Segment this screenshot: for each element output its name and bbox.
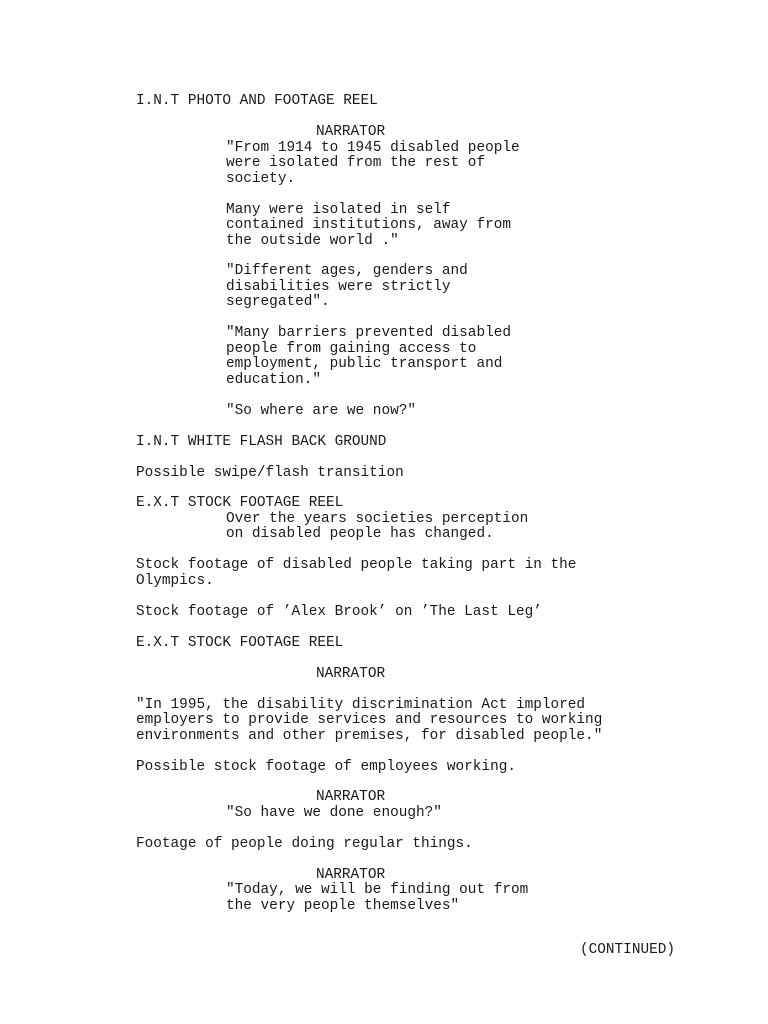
action-line: Olympics. <box>136 573 214 589</box>
action-line: "In 1995, the disability discrimination Act implored <box>136 697 586 713</box>
character-name: NARRATOR <box>316 666 386 682</box>
action-line: Possible swipe/flash transition <box>136 465 404 481</box>
dialogue-line: "Different ages, genders and <box>226 263 468 279</box>
dialogue-line: Over the years societies perception <box>226 511 529 527</box>
character-name: NARRATOR <box>316 867 386 883</box>
dialogue-line: employment, public transport and <box>226 356 503 372</box>
scene-heading: E.X.T STOCK FOOTAGE REEL <box>136 635 344 651</box>
character-name: NARRATOR <box>316 789 386 805</box>
scene-heading: I.N.T PHOTO AND FOOTAGE REEL <box>136 93 378 109</box>
character-name: NARRATOR <box>316 124 386 140</box>
action-line: employers to provide services and resources to working <box>136 712 603 728</box>
dialogue-line: "So have we done enough?" <box>226 805 442 821</box>
action-line: Stock footage of ’Alex Brook’ on ’The Last Leg’ <box>136 604 542 620</box>
dialogue-line: "From 1914 to 1945 disabled people <box>226 140 520 156</box>
dialogue-line: the outside world ." <box>226 233 399 249</box>
dialogue-line: society. <box>226 171 296 187</box>
action-line: Stock footage of disabled people taking part in the <box>136 557 577 573</box>
dialogue-line: segregated". <box>226 294 330 310</box>
dialogue-line: the very people themselves" <box>226 898 460 914</box>
scene-heading: I.N.T WHITE FLASH BACK GROUND <box>136 434 387 450</box>
action-line: environments and other premises, for disabled people." <box>136 728 603 744</box>
dialogue-line: "So where are we now?" <box>226 403 416 419</box>
dialogue-line: "Many barriers prevented disabled <box>226 325 511 341</box>
action-line: Possible stock footage of employees working. <box>136 759 516 775</box>
scene-heading: E.X.T STOCK FOOTAGE REEL <box>136 495 344 511</box>
dialogue-line: people from gaining access to <box>226 341 477 357</box>
continued-marker: (CONTINUED) <box>580 942 675 958</box>
dialogue-line: Many were isolated in self <box>226 202 451 218</box>
dialogue-line: disabilities were strictly <box>226 279 451 295</box>
dialogue-line: on disabled people has changed. <box>226 526 494 542</box>
dialogue-line: contained institutions, away from <box>226 217 511 233</box>
dialogue-line: were isolated from the rest of <box>226 155 486 171</box>
dialogue-line: "Today, we will be finding out from <box>226 882 529 898</box>
dialogue-line: education." <box>226 372 321 388</box>
action-line: Footage of people doing regular things. <box>136 836 473 852</box>
